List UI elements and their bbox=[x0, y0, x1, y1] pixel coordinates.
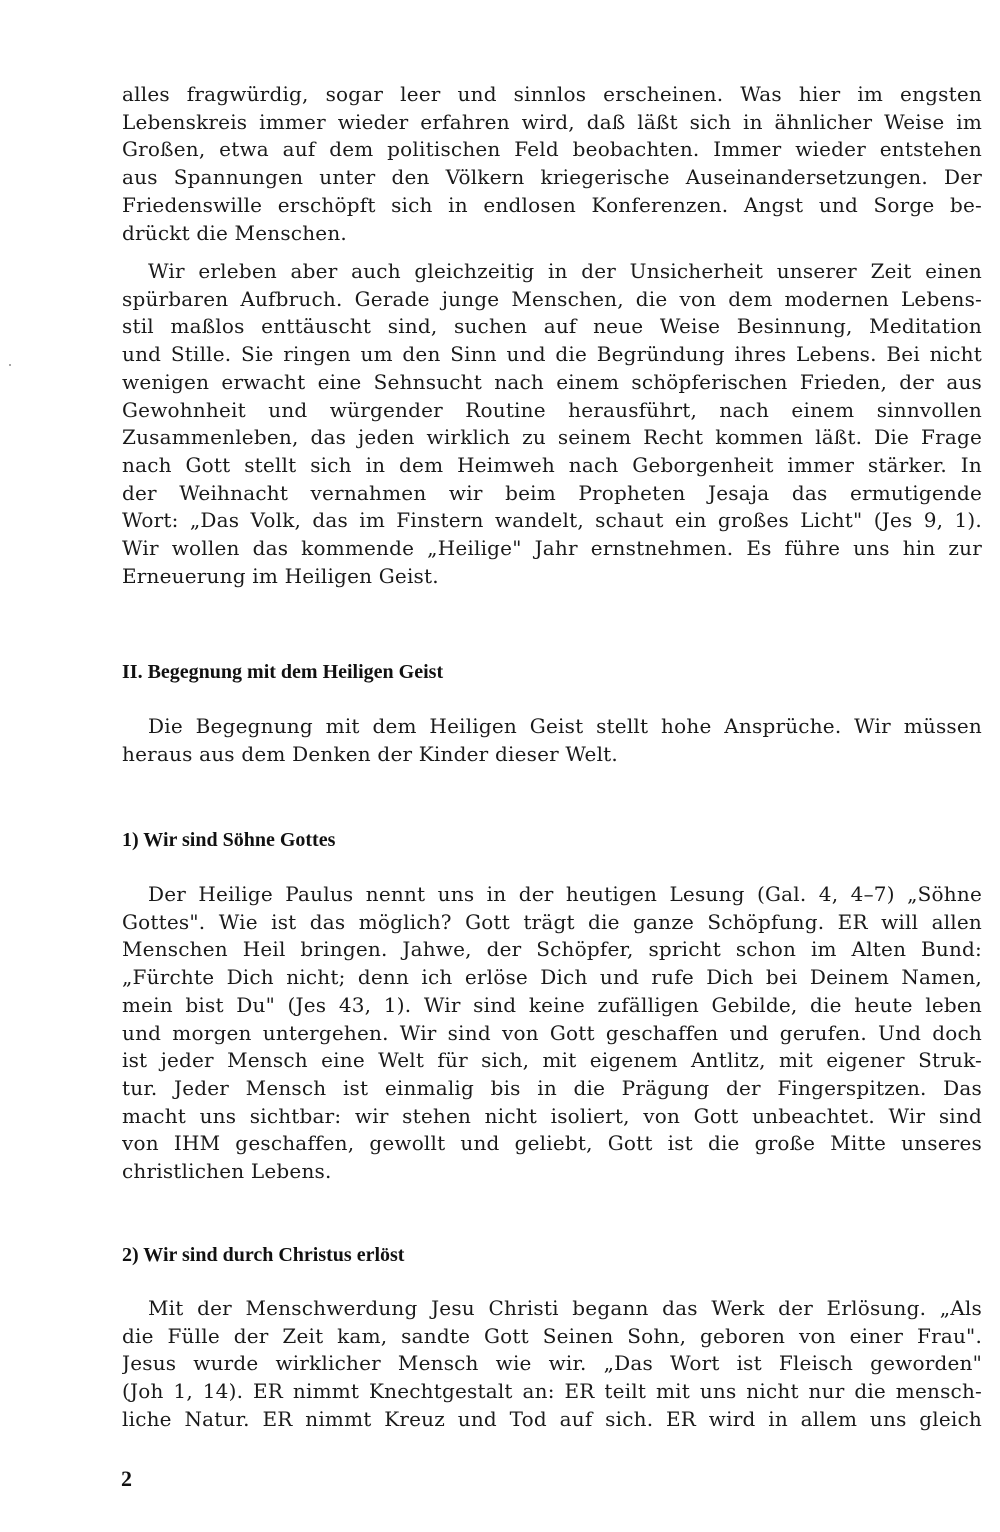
section-heading-begegnung: II. Begegnung mit dem Heiligen Geist bbox=[122, 661, 444, 683]
text-line: Wort: „Das Volk, das im Finstern wandelt, schaut ein großes Licht" (Jes 9, 1). bbox=[122, 508, 982, 533]
text-line: Wir wollen das kommende „Heilige" Jahr ernstnehmen. Es führe uns hin zur bbox=[122, 536, 982, 561]
text-line: Wir erleben aber auch gleichzeitig in der Unsicherheit unserer Zeit einen bbox=[148, 259, 982, 283]
text-line: Großen, etwa auf dem politischen Feld beobachten. Immer wieder entstehen bbox=[122, 137, 982, 162]
paragraph-aufbruch bbox=[122, 258, 982, 590]
text-line: (Joh 1, 14). ER nimmt Knechtgestalt an: ER teilt mit uns nicht nur die mensch- bbox=[122, 1379, 982, 1404]
text-line: und Stille. Sie ringen um den Sinn und die Begründung ihres Lebens. Bei nicht bbox=[122, 342, 982, 367]
text-line: von IHM geschaffen, gewollt und geliebt, Gott ist die große Mitte unseres bbox=[122, 1131, 982, 1156]
text-line: mein bist Du" (Jes 43, 1). Wir sind keine zufälligen Gebilde, die heute leben bbox=[122, 992, 982, 1017]
text-line: Erneuerung im Heiligen Geist. bbox=[122, 563, 439, 588]
paragraph-erloest bbox=[122, 1295, 982, 1434]
paragraph-soehne bbox=[122, 881, 982, 1186]
paragraph-begegnung bbox=[122, 713, 982, 768]
text-line: aus Spannungen unter den Völkern kriegerische Auseinandersetzungen. Der bbox=[122, 165, 982, 190]
text-line: wenigen erwacht eine Sehnsucht nach einem schöpferischen Frieden, der aus bbox=[122, 369, 982, 394]
text-line: tur. Jeder Mensch ist einmalig bis in die Prägung der Fingerspitzen. Das bbox=[122, 1075, 982, 1100]
text-line: liche Natur. ER nimmt Kreuz und Tod auf sich. ER wird in allem uns gleich bbox=[122, 1406, 982, 1431]
text-line: die Fülle der Zeit kam, sandte Gott Seinen Sohn, geboren von einer Frau". bbox=[122, 1323, 982, 1348]
text-line: christlichen Lebens. bbox=[122, 1159, 332, 1184]
text-line: stil maßlos enttäuscht sind, suchen auf neue Weise Besinnung, Meditation bbox=[122, 314, 982, 339]
text-line: heraus aus dem Denken der Kinder dieser Welt. bbox=[122, 741, 618, 766]
text-line: Lebenskreis immer wieder erfahren wird, daß läßt sich in ähnlicher Weise im bbox=[122, 109, 982, 134]
text-line: „Fürchte Dich nicht; denn ich erlöse Dich und rufe Dich bei Deinem Namen, bbox=[122, 965, 982, 990]
text-line: macht uns sichtbar: wir stehen nicht isoliert, von Gott unbeachtet. Wir sind bbox=[122, 1103, 982, 1128]
text-line: nach Gott stellt sich in dem Heimweh nach Geborgenheit immer stärker. In bbox=[122, 452, 982, 477]
subsection-heading-soehne: 1) Wir sind Söhne Gottes bbox=[122, 829, 336, 851]
text-line: alles fragwürdig, sogar leer und sinnlos erscheinen. Was hier im engsten bbox=[122, 82, 982, 106]
text-line: und morgen untergehen. Wir sind von Gott geschaffen und gerufen. Und doch bbox=[122, 1020, 982, 1045]
subsection-heading-erloest: 2) Wir sind durch Christus erlöst bbox=[122, 1244, 405, 1266]
text-line: Friedenswille erschöpft sich in endlosen Konferenzen. Angst und Sorge be- bbox=[122, 192, 982, 217]
text-line: Die Begegnung mit dem Heiligen Geist stellt hohe Ansprüche. Wir müssen bbox=[148, 714, 982, 738]
text-line: ist jeder Mensch eine Welt für sich, mit eigenem Antlitz, mit eigener Struk- bbox=[122, 1048, 982, 1073]
text-line: Gottes". Wie ist das möglich? Gott trägt die ganze Schöpfung. ER will allen bbox=[122, 909, 982, 934]
scan-speck bbox=[9, 364, 11, 366]
text-line: drückt die Menschen. bbox=[122, 220, 347, 245]
text-line: Der Heilige Paulus nennt uns in der heutigen Lesung (Gal. 4, 4–7) „Söhne bbox=[148, 882, 982, 906]
text-line: Jesus wurde wirklicher Mensch wie wir. „Das Wort ist Fleisch geworden" bbox=[122, 1351, 982, 1376]
text-line: Zusammenleben, das jeden wirklich zu seinem Recht kommen läßt. Die Frage bbox=[122, 425, 982, 450]
text-line: Mit der Menschwerdung Jesu Christi begann das Werk der Erlösung. „Als bbox=[148, 1296, 982, 1320]
paragraph-intro bbox=[122, 81, 982, 247]
text-line: der Weihnacht vernahmen wir beim Propheten Jesaja das ermutigende bbox=[122, 480, 982, 505]
page-number: 2 bbox=[121, 1466, 132, 1491]
text-line: spürbaren Aufbruch. Gerade junge Menschen, die von dem modernen Lebens- bbox=[122, 286, 982, 311]
text-line: Gewohnheit und würgender Routine herausführt, nach einem sinnvollen bbox=[122, 397, 982, 422]
text-line: Menschen Heil bringen. Jahwe, der Schöpfer, spricht schon im Alten Bund: bbox=[122, 937, 982, 962]
